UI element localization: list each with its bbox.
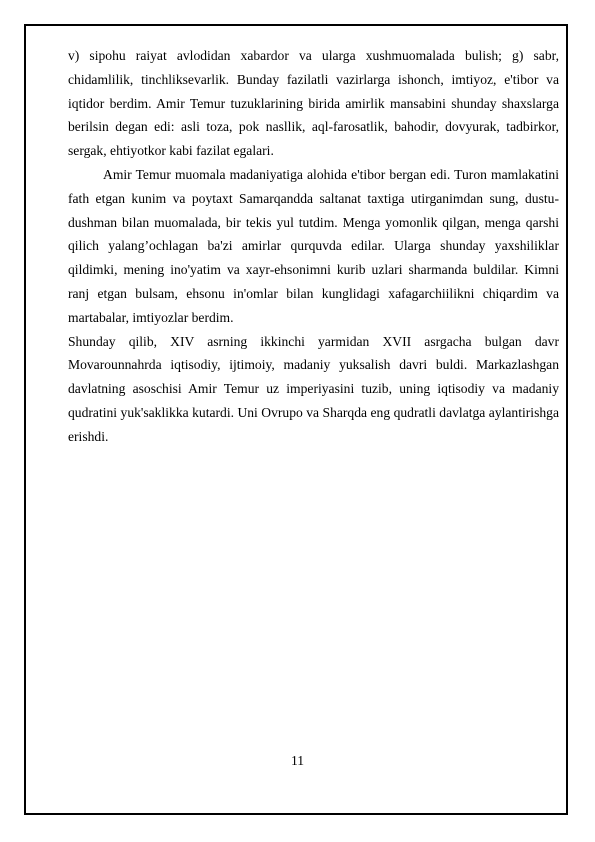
page-number: 11 (290, 753, 305, 768)
page-body (68, 44, 559, 449)
paragraph-conclusion: Shunday qilib, XIV asrning ikkinchi yarmidan XVII asrgacha bulgan davr Movarounnahrda iqtisodiy, ijtimoiy, madaniy yuksalish davri buldi. Markazlashgan davlatning asoschisi Amir Temur uz imperiyasini tuzib, uning iqtisodiy va madaniy qudratini yuk'saklikka kutardi. Uni Ovrupo va Sharqda eng qudratli davlatga aylantirishga erishdi. (68, 333, 559, 444)
paragraph-etiquette: Amir Temur muomala madaniyatiga alohida e'tibor bergan edi. Turon mamlakatini fath etgan kunim va poytaxt Samarqandda saltanat taxtiga utirganimdan sung, dustu-dushman bilan muomalada, bir tekis yul tutdim. Menga yomonlik qilgan, menga qarshi qilich yalang’ochlagan ba'zi amirlar qurquvda edilar. Ularga shunday yaxshiliklar qildimki, mening ino'yatim va xayr-ehsonimni kurib uzlari sharmanda buldilar. Kimni ranj etgan bulsam, ehsonu in'omlar bilan kunglidagi xafagarchiilikni chiqardim va martabalar, imtiyozlar berdim. (68, 166, 559, 325)
paragraph-virtues: v) sipohu raiyat avlodidan xabardor va ularga xushmuomalada bulish; g) sabr, chidamlilik, tinchliksevarlik. Bunday fazilatli vazirlarga ishonch, imtiyoz, e'tibor va iqtidor berdim. Amir Temur tuzuklarining birida amirlik mansabini shunday shaxslarga berilsin degan edi: asli toza, pok nasllik, aql-farosatlik, bahodir, dovyurak, tadbirkor, sergak, ehtiyotkor kabi fazilat egalari. (68, 48, 559, 159)
